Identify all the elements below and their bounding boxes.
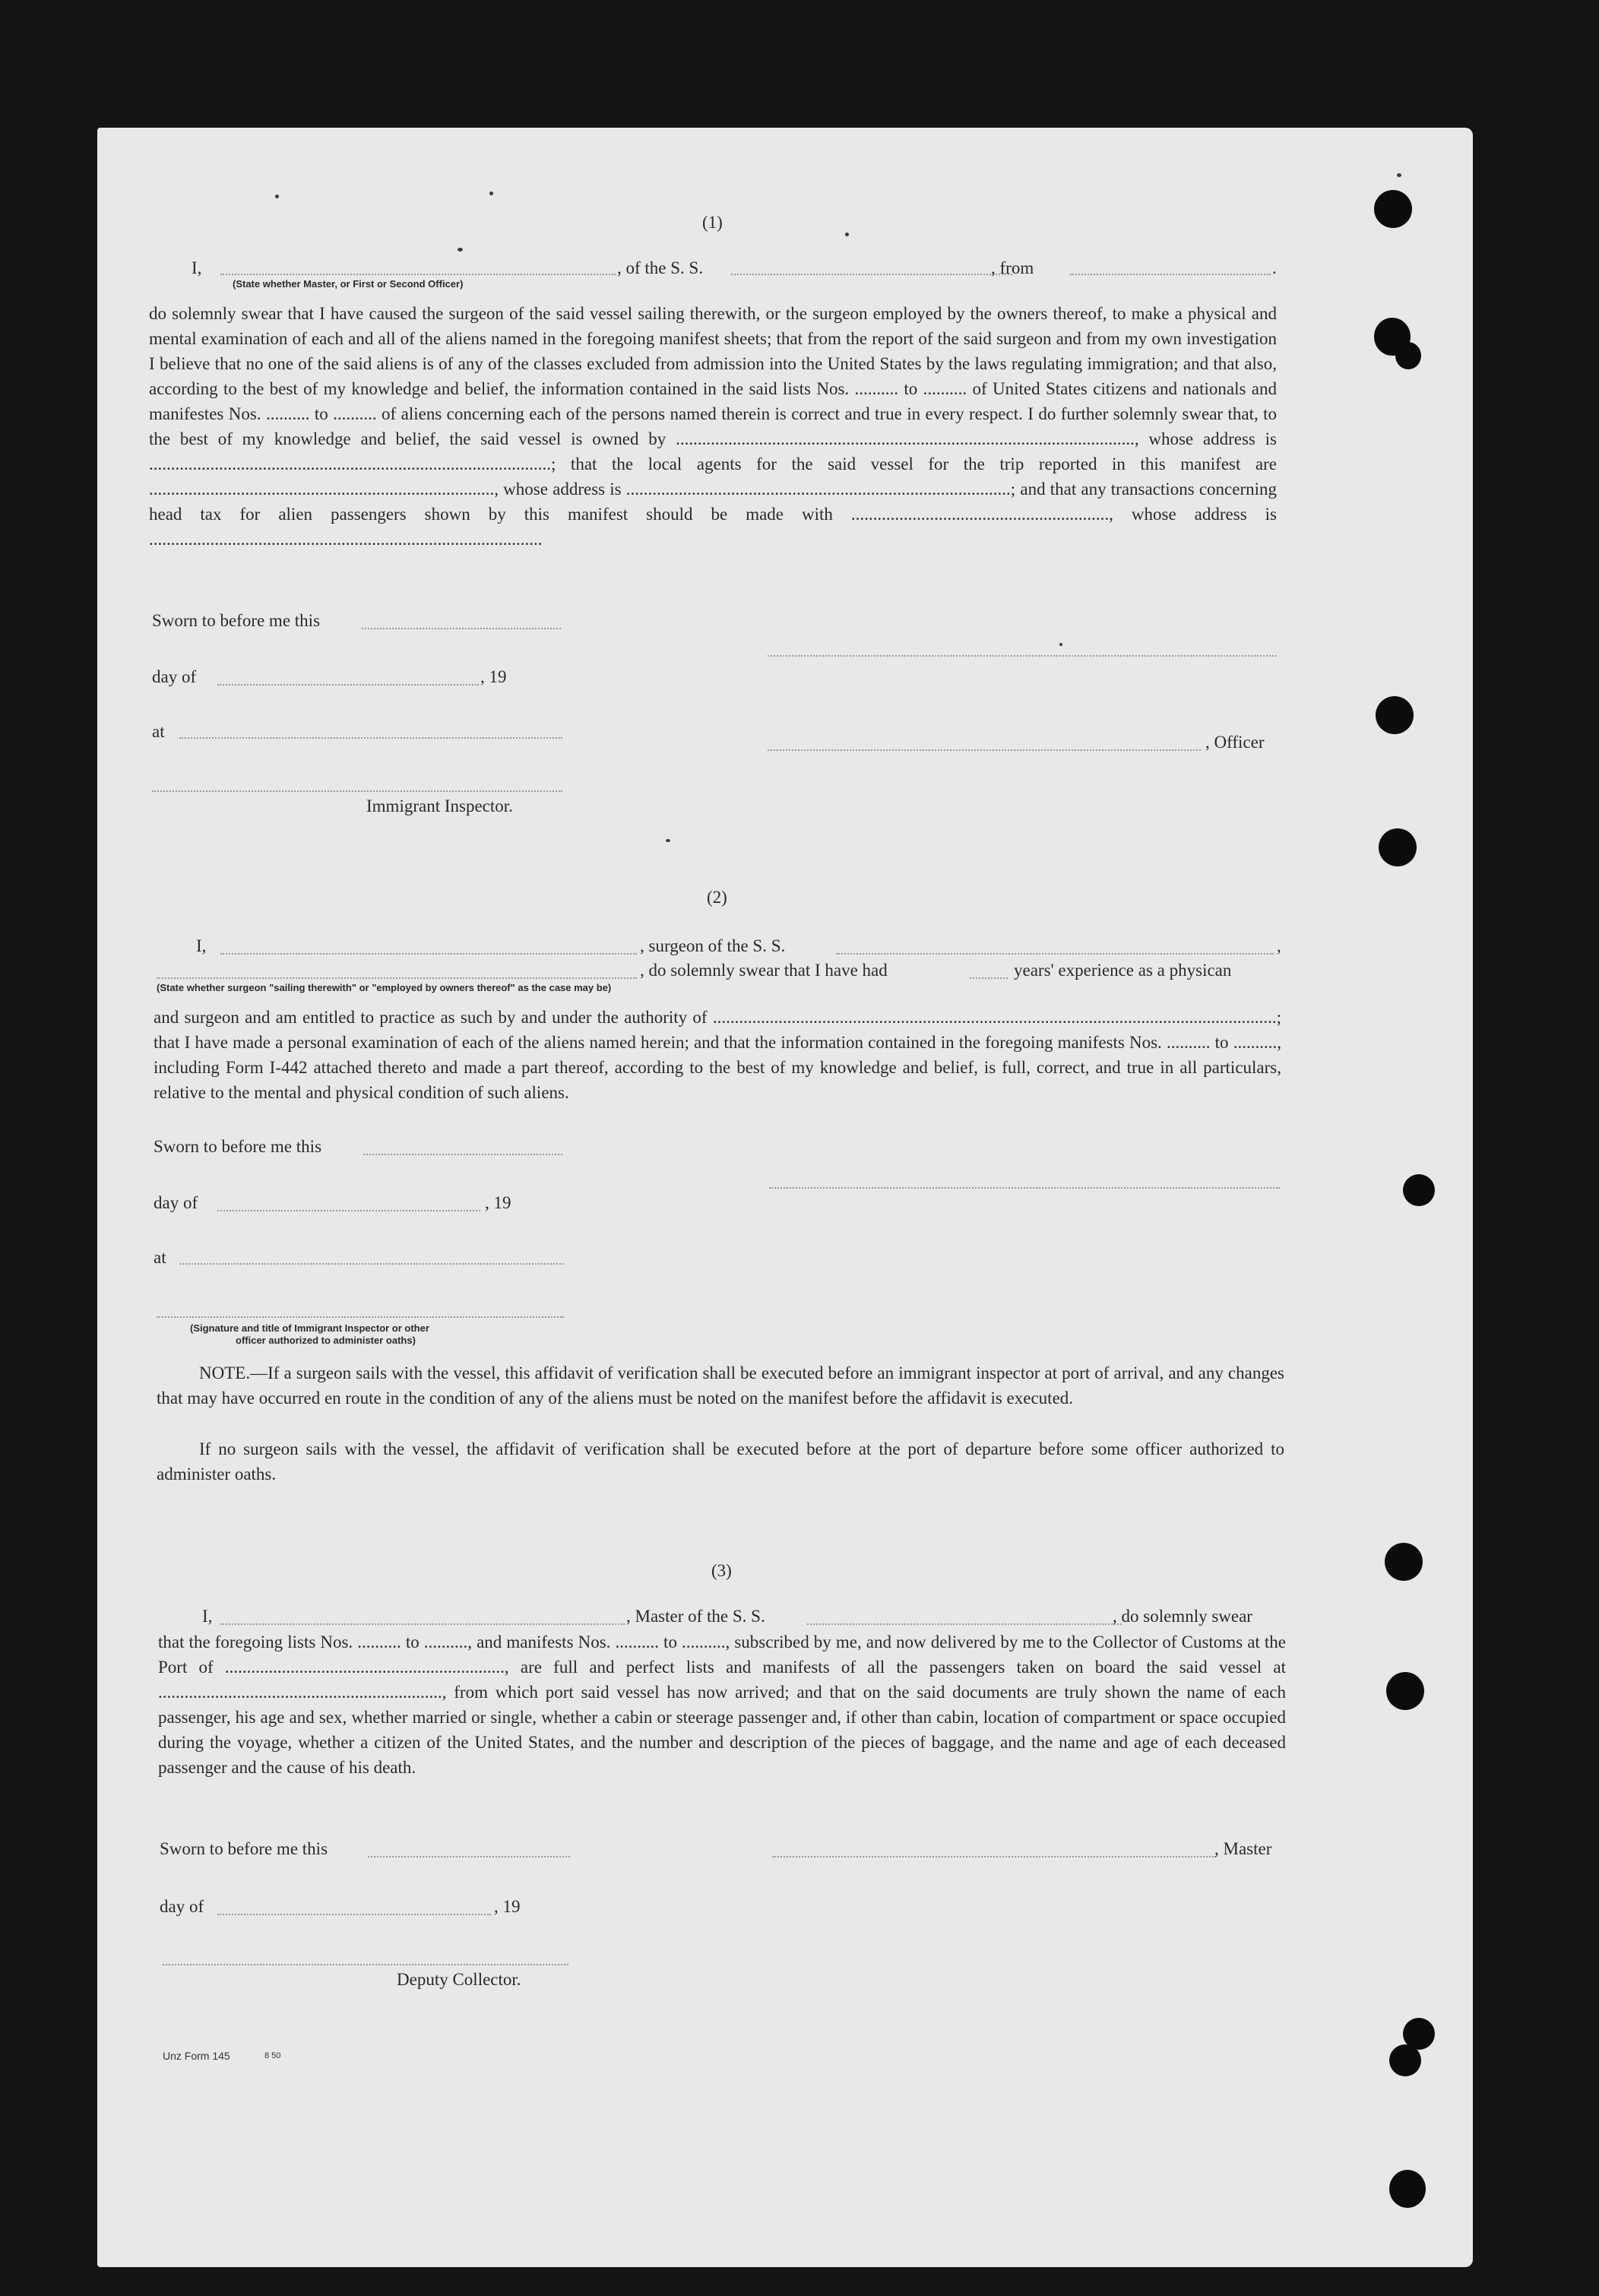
s1-officer-note: (State whether Master, or First or Second Officer) [233,278,464,290]
s3-collector-signature[interactable] [163,1964,568,1965]
s3-sworn-label: Sworn to before me this [160,1839,328,1858]
speck [1397,173,1401,177]
s1-officer-label: , Officer [1205,733,1265,752]
s2-year-label: , 19 [485,1193,511,1212]
s3-master-of-label: , Master of the S. S. [626,1607,765,1626]
section-2-number: (2) [707,888,727,907]
s1-day-field[interactable] [217,684,479,686]
s1-day-of-label: day of [152,667,197,686]
section-1-number: (1) [702,213,723,232]
s2-i-label: I, [196,936,207,955]
s2-sworn-field[interactable] [363,1154,562,1155]
form-print-code: 8 50 [264,2051,281,2060]
s1-at-label: at [152,722,165,741]
s2-sig-note-1: (Signature and title of Immigrant Inspector or other [190,1322,429,1334]
speck [458,248,463,252]
s1-year-label: , 19 [480,667,507,686]
s2-note-paragraph-1: NOTE.—If a surgeon sails with the vessel, this affidavit of verification shall be executed before an immigrant inspector at port of arrival, and any changes that may have occurred en route in the condition of any of the aliens must be noted on the manifest before the affidavit is executed. [157,1363,1284,1408]
s2-day-of-label: day of [154,1193,198,1212]
s2-surgeon-name-field[interactable] [220,953,637,955]
s2-line1-end: , [1277,936,1281,955]
binder-hole-1 [1374,190,1412,228]
s1-i-label: I, [192,258,202,277]
s2-sworn-label: Sworn to before me this [154,1137,322,1156]
s1-from-field[interactable] [1070,274,1271,275]
s2-status-field[interactable] [157,977,637,979]
s2-at-label: at [154,1248,166,1267]
s3-vessel-field[interactable] [807,1623,1122,1625]
s2-vessel-field[interactable] [836,953,1274,955]
s1-inspector-signature[interactable] [152,790,562,792]
binder-hole-4 [1379,828,1417,866]
binder-hole-6 [1385,1543,1423,1581]
s3-swear-label: , do solemnly swear [1113,1607,1252,1626]
binder-hole-2b [1395,342,1421,369]
s1-at-field[interactable] [179,737,562,739]
speck [275,195,279,198]
s2-oath-body: and surgeon and am entitled to practice as such by and under the authority of .................................................................................................................................; that I have made a personal examination of each of the aliens named herein; and that the information contained in the foregoing manifests Nos. .......... to .........., including Form I-442 attached thereto and made a part thereof, according to the best of my knowledge and belief, is full, correct, and true in all particulars, relative to the mental and physical condition of such aliens. [154,1008,1281,1102]
s2-at-field[interactable] [179,1263,564,1265]
s1-of-ss-label: , of the S. S. [617,258,704,277]
s2-signature-line[interactable] [769,1187,1280,1189]
binder-hole-9 [1389,2170,1426,2208]
s2-surgeon-note: (State whether surgeon "sailing therewith" or "employed by owners thereof" as the case may be) [157,982,612,993]
binder-hole-7 [1386,1672,1424,1710]
section-3-number: (3) [711,1561,732,1580]
binder-hole-5 [1403,1174,1435,1206]
speck [845,233,849,236]
s1-sworn-field[interactable] [362,628,561,629]
s1-officer-field[interactable] [220,274,616,275]
s1-from-label: , from [991,258,1034,277]
s3-master-label: , Master [1214,1839,1272,1858]
speck [1059,643,1062,646]
speck [489,192,493,195]
s3-day-of-label: day of [160,1897,204,1916]
s3-year-label: , 19 [494,1897,521,1916]
form-id: Unz Form 145 [163,2050,230,2062]
s3-master-name-field[interactable] [220,1623,625,1625]
binder-hole-8b [1389,2044,1421,2076]
s1-officer-signature[interactable] [768,749,1201,751]
s3-sworn-field[interactable] [368,1856,570,1857]
s1-inspector-label: Immigrant Inspector. [366,796,513,815]
s2-note-paragraph-2: If no surgeon sails with the vessel, the affidavit of verification shall be executed before at the port of departure before some officer authorized to administer oaths. [157,1439,1284,1484]
s3-i-label: I, [202,1607,213,1626]
s1-signature-line-1[interactable] [768,655,1277,657]
s2-sig-note-2: officer authorized to administer oaths) [236,1335,416,1346]
s2-swear-label: , do solemnly swear that I have had [640,961,888,980]
s1-line-end: . [1272,258,1277,277]
s2-day-field[interactable] [217,1210,480,1211]
s3-master-signature[interactable] [772,1856,1216,1857]
s3-day-field[interactable] [217,1914,491,1915]
s3-oath-body: that the foregoing lists Nos. .......... to .........., and manifests Nos. .......... to .........., subscribed by me, and now delivered by me to the Collector of Customs at the Port of ................................................................, are full and perfect lists and manifests of all the passengers taken on board the said vessel at ................................................................., from which port said vessel has now arrived; and that on the said documents are truly shown the name of each passenger, his age and sex, whether married or single, whether a cabin or steerage passenger and, if other than cabin, location of compartment or space occupied during the voyage, whether a citizen of the United States, and the number and description of the pieces of baggage, and the name and age of each deceased passenger and the cause of his death. [158,1633,1286,1777]
s1-vessel-field[interactable] [731,274,1012,275]
s2-years-field[interactable] [970,977,1008,979]
s1-sworn-label: Sworn to before me this [152,611,321,630]
binder-hole-3 [1376,696,1414,734]
s2-inspector-signature[interactable] [157,1316,564,1318]
s2-surgeon-of-label: , surgeon of the S. S. [640,936,786,955]
s2-years-label: years' experience as a physican [1014,961,1232,980]
s1-oath-body: do solemnly swear that I have caused the surgeon of the said vessel sailing therewith, or the surgeon employed by the owners thereof, to make a physical and mental examination of each and all of the aliens named in the foregoing manifest sheets; that from the report of the said surgeon and from my own investigation I believe that no one of the said aliens is of any of the classes excluded from admission into the United States by the laws regulating immigration; and that also, according to the best of my knowledge and belief, the information contained in the said lists Nos. .......... to .......... of United States citizens and nationals and manifestes Nos. .......... to .......... of aliens concerning each of the persons named therein is correct and true in every respect. I do further solemnly swear that, to the best of my knowledge and belief, the said vessel is owned by ........................................................................................................., whose address is ............................................................................................; that the local agents for the said vessel for the trip reported in this manifest are ..............................................................................., whose address is ........................................................................................; and that any transactions concerning head tax for alien passengers shown by this manifest should be made with ..........................................................., whose address is .......................................................................................... [149,304,1277,549]
s3-collector-label: Deputy Collector. [397,1970,521,1989]
speck [666,839,670,842]
